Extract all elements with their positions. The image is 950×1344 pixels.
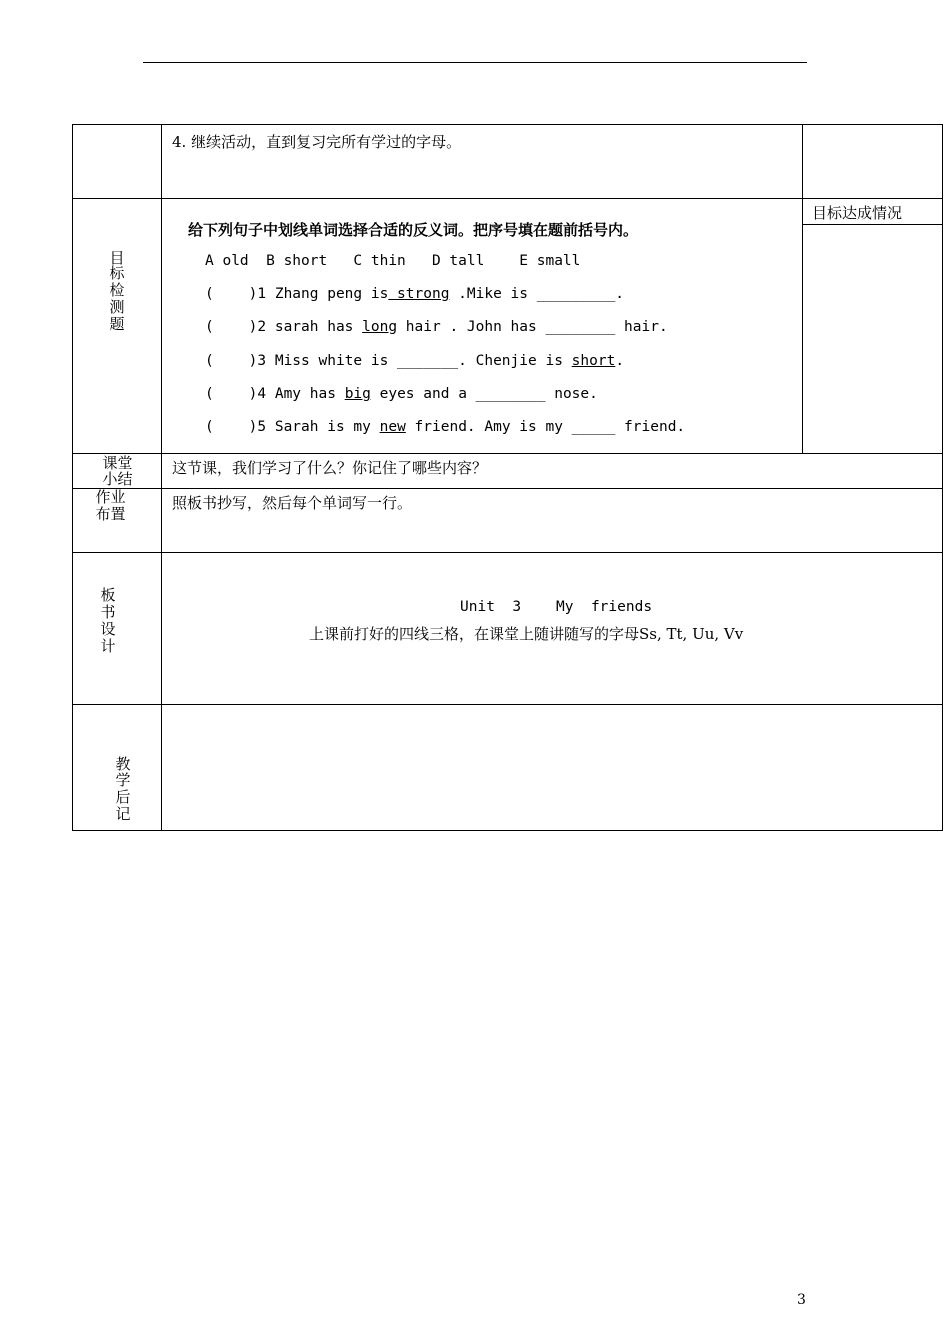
underlined-word: big — [344, 386, 371, 402]
homework-text: 照板书抄写，然后每个单词写一行。 — [172, 494, 413, 512]
summary-label-line1: 课堂 — [102, 454, 133, 472]
question-1 — [205, 286, 624, 302]
underlined-word: short — [571, 353, 616, 369]
question-text: ( )3 Miss white is _______. Chenjie is — [205, 353, 572, 369]
homework-content — [162, 489, 942, 552]
row-summary — [72, 453, 943, 489]
question-2 — [205, 319, 668, 335]
underlined-word: strong — [388, 286, 450, 302]
board-design-content — [162, 553, 942, 704]
label-char: 标 — [109, 264, 125, 282]
summary-label-line2: 小结 — [102, 470, 133, 488]
target-achievement-column — [802, 199, 942, 453]
row-label-empty — [73, 125, 162, 198]
board-line: 上课前打好的四线三格，在课堂上随讲随写的字母Ss, Tt, Uu, Vv — [309, 625, 744, 643]
question-text: friend. Amy is my _____ friend. — [405, 419, 686, 435]
label-char: 记 — [115, 805, 131, 823]
question-5 — [205, 419, 685, 435]
row-board-design — [72, 552, 943, 705]
row-target-test — [72, 198, 943, 454]
question-text: ( )4 Amy has — [205, 386, 345, 402]
question-text: hair . John has ________ hair. — [397, 319, 668, 335]
label-char: 教 — [115, 755, 131, 773]
label-char: 设 — [100, 620, 116, 638]
side-column-empty — [802, 125, 942, 198]
reflection-content — [162, 705, 942, 830]
instruction-text: 给下列句子中划线单词选择合适的反义词。把序号填在题前括号内。 — [188, 221, 639, 239]
row-homework — [72, 488, 943, 553]
homework-label-line1: 作业 — [95, 488, 126, 506]
summary-label — [73, 454, 162, 488]
label-char: 题 — [109, 315, 125, 333]
target-achievement-header: 目标达成情况 — [812, 204, 903, 222]
summary-text: 这节课，我们学习了什么？你记住了哪些内容？ — [172, 459, 488, 477]
underlined-word: new — [379, 419, 406, 435]
target-test-label — [73, 199, 162, 453]
question-text: ( )1 Zhang peng is — [205, 286, 389, 302]
label-char: 测 — [109, 298, 125, 316]
underlined-word: long — [362, 319, 398, 335]
row-activity — [72, 124, 943, 199]
activity-text: 4. 继续活动，直到复习完所有学过的字母。 — [172, 133, 462, 151]
side-header-rule — [803, 224, 942, 225]
answer-options: A old B short C thin D tall E small — [205, 253, 581, 269]
question-text: ( )5 Sarah is my — [205, 419, 380, 435]
question-text: eyes and a ________ nose. — [370, 386, 598, 402]
label-char: 后 — [115, 788, 131, 806]
label-char: 板 — [100, 586, 116, 604]
question-text: ( )2 sarah has — [205, 319, 363, 335]
summary-content — [162, 454, 942, 488]
label-char: 目 — [109, 249, 125, 267]
question-4 — [205, 386, 598, 402]
page-number: 3 — [797, 1292, 806, 1308]
question-text: .Mike is _________. — [449, 286, 625, 302]
board-design-label — [73, 553, 162, 704]
label-char: 书 — [100, 603, 116, 621]
reflection-label — [73, 705, 162, 830]
question-3 — [205, 353, 624, 369]
homework-label-line2: 布置 — [95, 505, 126, 523]
label-char: 检 — [109, 281, 125, 299]
board-title: Unit 3 My friends — [460, 599, 653, 615]
homework-label — [73, 489, 162, 552]
row-reflection — [72, 704, 943, 831]
label-char: 学 — [115, 771, 131, 789]
question-text: . — [615, 353, 625, 369]
header-rule — [143, 62, 807, 63]
label-char: 计 — [100, 637, 116, 655]
